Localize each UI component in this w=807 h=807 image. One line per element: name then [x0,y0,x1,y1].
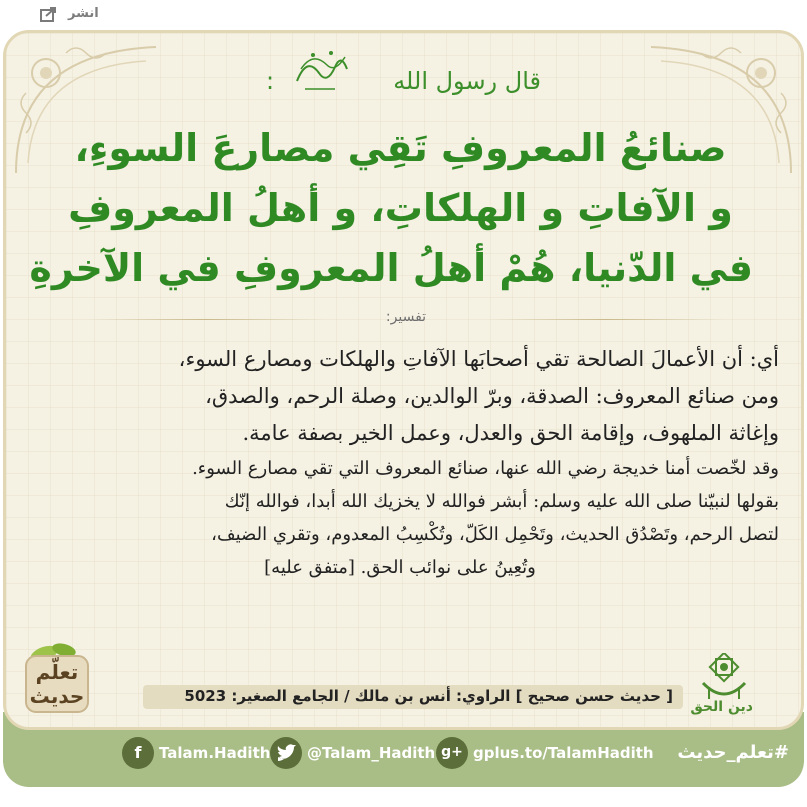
hashtag[interactable]: #تعلم_حديث [677,742,789,763]
hadith-card [3,30,804,730]
google-plus-handle[interactable]: gplus.to/TalamHadith [473,744,654,762]
talam-hadith-logo [18,642,96,714]
twitter-bird-icon [270,737,302,769]
facebook-link[interactable] [122,736,270,770]
explanation-line: بقولها لنبيّنا صلى الله عليه وسلم: أبشر فوالله لا يخزيك الله أبدا، فوالله إنّك [224,491,779,512]
hadith-intro: قال رسول الله [393,67,541,95]
hadith-line: و الآفاتِ و الهلكاتِ، و أهلُ المعروفِ [68,186,733,230]
explanation-line: وتُعِينُ على نوائب الحق. [متفق عليه] [264,557,536,578]
google-plus-icon[interactable] [436,737,468,769]
twitter-icon[interactable] [270,737,302,769]
explanation-line: وإغاثة الملهوف، وإقامة الحق والعدل، وعمل الخير بصفة عامة. [242,421,779,445]
hadith-line: في الدّنيا، هُمْ أهلُ المعروفِ في الآخرةِ [29,246,753,290]
explanation-line: أي: أن الأعمالَ الصالحة تقي أصحابَها الآفاتِ والهلكات ومصارع السوء، [178,347,779,371]
hadith-reference [143,685,683,709]
explanation-line: ومن صنائع المعروف: الصدقة، وبرّ الوالدين، وصلة الرحم، والصدق، [205,384,779,408]
share-label: انشر [68,6,99,21]
salawat-calligraphy-icon [291,41,353,96]
google-plus-glyph: g+ [441,744,463,760]
tafsir-label: تفسير: [385,309,427,325]
logo-right-text: دين الحق [690,699,753,715]
google-plus-link[interactable] [436,736,654,770]
reference-text: [ حديث حسن صحيح ] الراوي: أنس بن مالك / الجامع الصغير: 5023 [184,687,673,705]
tafsir-divider [86,307,726,331]
logo-left-text-2: حديث [29,684,85,708]
deen-al-haq-logo [690,653,753,723]
twitter-handle[interactable]: @Talam_Hadith [307,744,436,762]
explanation-text [21,341,779,584]
facebook-glyph: f [134,743,142,762]
twitter-link[interactable] [270,736,435,770]
deen-al-haq-emblem-icon [695,653,753,703]
divider-line [86,319,326,320]
hadith-line: صنائعُ المعروفِ تَقِي مصارعَ السوءِ، [74,126,727,170]
explanation-line: وقد لخّصت أمنا خديجة رضي الله عنها، صنائع المعروف التي تقي مصارع السوء. [192,458,779,479]
hadith-text [29,118,753,298]
explanation-line: لتصل الرحم، وتَصْدُق الحديث، وتَحْمِل الكَلّ، وتُكْسِبُ المعدوم، وتقري الضيف، [211,524,779,545]
facebook-icon[interactable] [122,737,154,769]
logo-left-text-1: تعلّم [35,660,79,684]
share-icon[interactable] [40,6,58,22]
facebook-handle[interactable]: Talam.Hadith [159,744,271,762]
hadith-intro-colon: : [266,67,275,95]
